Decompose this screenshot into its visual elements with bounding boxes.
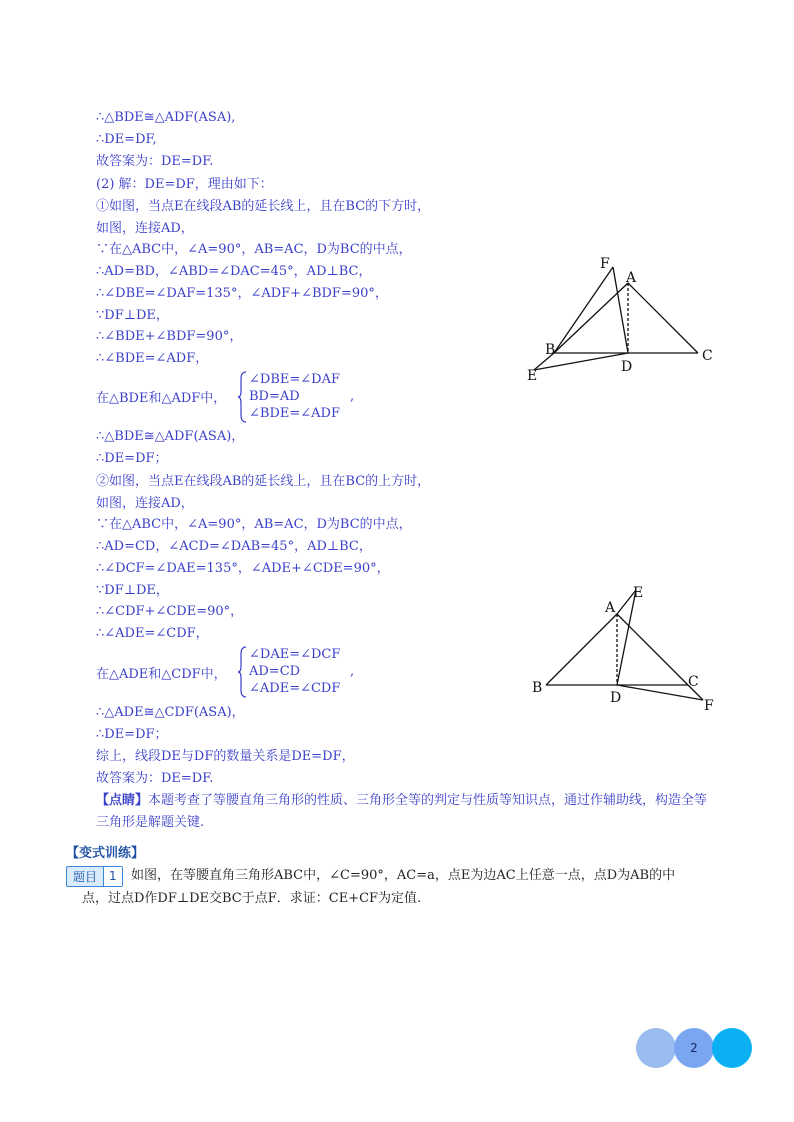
system-row: ∠DAE=∠DCF [249,647,341,662]
solution-line: ∴DE=DF； [96,727,168,742]
point-label-d: D [610,690,622,706]
system-row: ∠ADE=∠CDF [249,681,341,696]
solution-line: 如图，连接AD， [96,496,194,511]
point-label-a: A [605,600,616,616]
geometry-figure-2 [528,580,728,720]
system-row: AD=CD [249,664,301,679]
equation-system [249,646,340,697]
solution-line: ∴△ADE≅△CDF(ASA)， [96,705,245,720]
point-label-f: F [600,256,610,272]
comment-line [96,791,707,811]
solution-line: ∵在△ABC中，∠A=90°，AB=AC，D为BC的中点， [96,242,412,257]
solution-line: ∴DE=DF, [96,132,157,147]
page-number-badge [636,1028,752,1068]
system-label: 在△BDE和△ADF中， [96,391,227,406]
section-title: 【变式训练】 [66,846,145,861]
system-row: BD=AD [249,389,300,404]
solution-line: ∵DF⊥DE， [96,308,169,323]
page-number: 2 [690,1041,698,1055]
solution-line: ∵DF⊥DE， [96,583,169,598]
comment-text: 本题考查了等腰直角三角形的性质、三角形全等的判定与性质等知识点，通过作辅助线，构造全等 [148,793,708,808]
solution-line: ∴AD=CD，∠ACD=∠DAB=45°，AD⊥BC， [96,539,372,554]
question-badge [66,866,123,887]
decor-dot [636,1028,676,1068]
question-badge-label: 题目 [73,870,98,884]
solution-line: ∴∠BDE=∠ADF， [96,351,209,366]
point-label-d: D [621,359,633,375]
solution-line: ∴AD=BD，∠ABD=∠DAC=45°，AD⊥BC， [96,264,372,279]
solution-line: ∴∠CDF+∠CDE=90°， [96,604,244,619]
system-row: ∠BDE=∠ADF [249,406,340,421]
system-tail: , [350,664,355,679]
system-tail: , [350,389,355,404]
point-label-b: B [545,342,556,358]
point-label-a: A [626,270,637,286]
solution-line: ∴∠BDE+∠BDF=90°， [96,329,243,344]
point-label-f: F [704,698,714,714]
comment-line: 三角形是解题关键. [96,815,205,830]
geometry-figure-1 [520,250,720,390]
solution-line: ②如图，当点E在线段AB的延长线上，且在BC的上方时， [96,474,431,489]
point-label-e: E [527,368,538,384]
solution-line: ∴DE=DF； [96,451,168,466]
question-line: 点，过点D作DF⊥DE交BC于点F．求证：CE+CF为定值. [82,891,422,906]
equation-system [249,371,340,422]
solution-line: (2) 解：DE=DF，理由如下： [96,177,273,192]
solution-line: ∴∠ADE=∠CDF， [96,626,209,641]
question-badge-number: 1 [103,867,122,886]
solution-line: 故答案为：DE=DF. [96,154,214,169]
solution-line: ∴△BDE≅△ADF(ASA), [96,110,236,125]
decor-dot [712,1028,752,1068]
point-label-e: E [633,585,644,601]
solution-line: ∴△BDE≅△ADF(ASA)， [96,429,245,444]
point-label-b: B [532,680,543,696]
point-label-c: C [702,348,713,364]
solution-line: 如图，连接AD， [96,221,194,236]
question-line: 如图，在等腰直角三角形ABC中，∠C=90°，AC=a，点E为边AC上任意一点，点D为AB的中 [131,868,676,883]
system-label: 在△ADE和△CDF中， [96,667,227,682]
solution-line: 综上，线段DE与DF的数量关系是DE=DF， [96,749,355,764]
comment-tag: 【点睛】 [96,793,149,808]
solution-line: ∴∠DBE=∠DAF=135°，∠ADF+∠BDF=90°， [96,286,388,301]
point-label-c: C [688,674,699,690]
solution-line: ①如图，当点E在线段AB的延长线上，且在BC的下方时， [96,199,431,214]
left-brace-icon [238,646,248,698]
left-brace-icon [238,371,248,423]
solution-line: 故答案为：DE=DF. [96,771,214,786]
solution-line: ∵在△ABC中，∠A=90°，AB=AC，D为BC的中点， [96,517,412,532]
system-row: ∠DBE=∠DAF [249,372,340,387]
solution-line: ∴∠DCF=∠DAE=135°，∠ADE+∠CDE=90°， [96,561,390,576]
